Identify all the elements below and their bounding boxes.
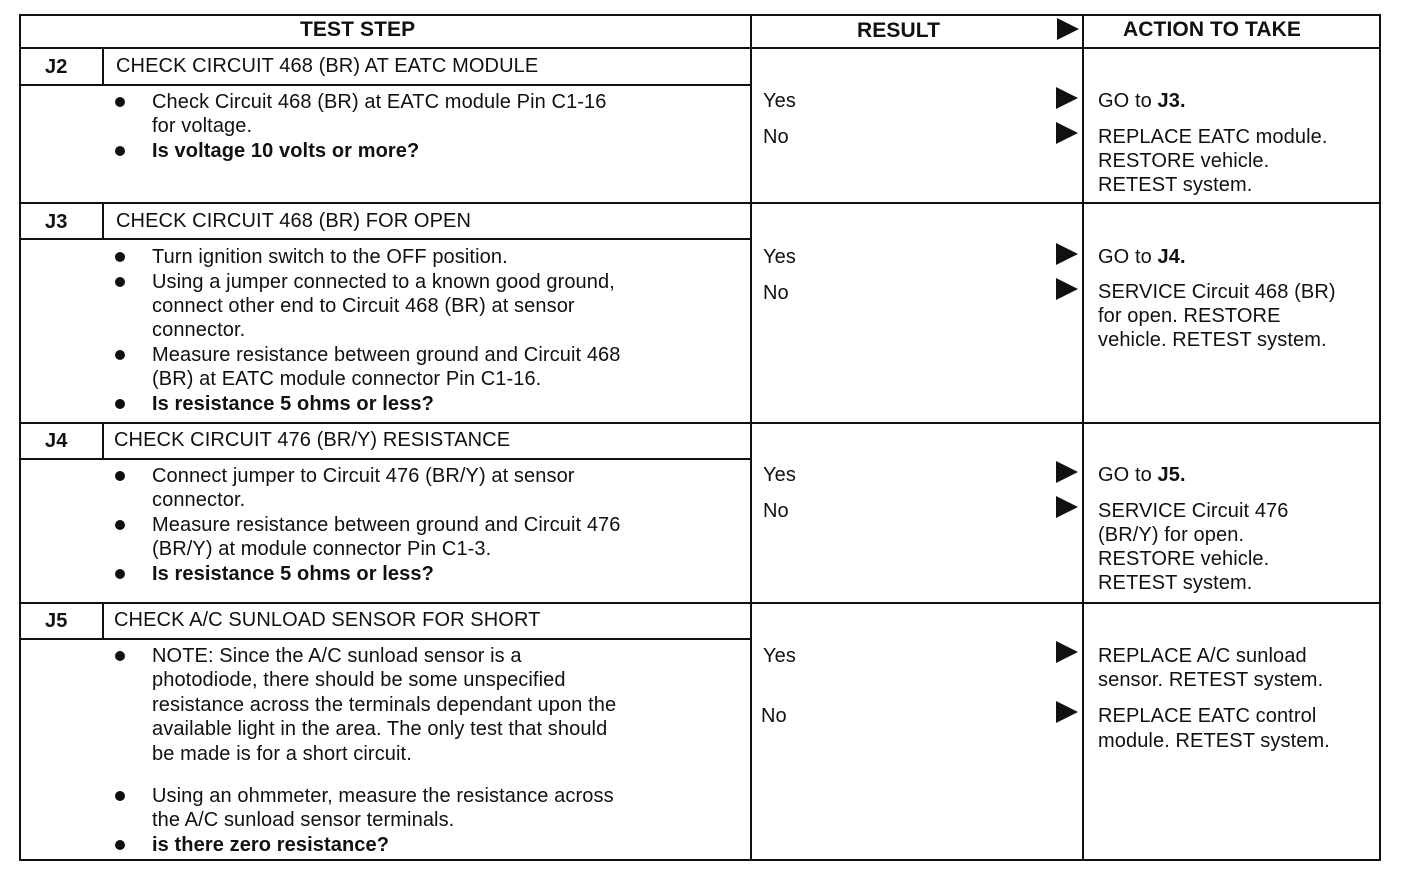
result-yes: Yes xyxy=(763,246,796,268)
bullet-icon xyxy=(115,520,125,530)
step-id: J3 xyxy=(45,211,68,233)
step-id: J5 xyxy=(45,610,68,632)
action-line: RETEST system. xyxy=(1098,572,1253,594)
result-no: No xyxy=(763,500,789,522)
result-no: No xyxy=(763,126,789,148)
result-no: No xyxy=(763,282,789,304)
step-id-divider xyxy=(102,47,104,84)
header-result: RESULT xyxy=(857,19,941,42)
bullet-icon xyxy=(115,277,125,287)
bullet-icon xyxy=(115,252,125,262)
action-goto-text: GO to xyxy=(1098,90,1158,112)
action-goto xyxy=(1098,245,1186,270)
step-id-divider xyxy=(102,202,104,238)
step-id-divider xyxy=(102,602,104,638)
action-line: vehicle. RETEST system. xyxy=(1098,329,1327,351)
arrow-icon xyxy=(1056,496,1078,518)
step-instruction: Connect jumper to Circuit 476 (BR/Y) at sensor xyxy=(152,465,575,487)
action-goto-step: J5. xyxy=(1157,464,1186,486)
step-id: J2 xyxy=(45,56,68,78)
step-instruction: Using a jumper connected to a known good ground, xyxy=(152,271,615,293)
step-instruction: (BR/Y) at module connector Pin C1-3. xyxy=(152,538,492,560)
result-yes: Yes xyxy=(763,90,796,112)
step-title: CHECK CIRCUIT 476 (BR/Y) RESISTANCE xyxy=(114,429,511,451)
action-line: REPLACE EATC control xyxy=(1098,705,1317,727)
step-question: Is resistance 5 ohms or less? xyxy=(152,563,434,585)
action-goto-step: J4. xyxy=(1157,246,1186,268)
arrow-icon xyxy=(1056,278,1078,300)
step-instruction: connector. xyxy=(152,489,246,511)
bullet-icon xyxy=(115,350,125,360)
title-divider xyxy=(19,84,752,86)
bullet-icon xyxy=(115,569,125,579)
step-instruction: Turn ignition switch to the OFF position. xyxy=(152,246,508,268)
action-line: RESTORE vehicle. xyxy=(1098,150,1270,172)
step-instruction: Using an ohmmeter, measure the resistance across xyxy=(152,785,614,807)
action-line: (BR/Y) for open. xyxy=(1098,524,1245,546)
arrow-icon xyxy=(1056,701,1078,723)
arrow-icon xyxy=(1056,461,1078,483)
action-line: REPLACE EATC module. xyxy=(1098,126,1328,148)
action-goto-text: GO to xyxy=(1098,246,1158,268)
action-goto-text: GO to xyxy=(1098,464,1158,486)
bullet-icon xyxy=(115,471,125,481)
header-action: ACTION TO TAKE xyxy=(1123,18,1301,41)
step-instruction: for voltage. xyxy=(152,115,253,137)
step-instruction: Measure resistance between ground and Circuit 468 xyxy=(152,344,621,366)
arrow-icon xyxy=(1056,243,1078,265)
step-id: J4 xyxy=(45,430,68,452)
row-divider xyxy=(19,602,1381,604)
arrow-icon xyxy=(1056,641,1078,663)
bullet-icon xyxy=(115,791,125,801)
action-goto xyxy=(1098,89,1186,114)
action-line: SERVICE Circuit 468 (BR) xyxy=(1098,281,1336,303)
action-line: RESTORE vehicle. xyxy=(1098,548,1270,570)
arrow-icon xyxy=(1056,122,1078,144)
action-line: module. RETEST system. xyxy=(1098,730,1330,752)
step-instruction: photodiode, there should be some unspecified xyxy=(152,669,566,691)
step-id-divider xyxy=(102,422,104,458)
header-test-step: TEST STEP xyxy=(300,18,416,41)
action-line: RETEST system. xyxy=(1098,174,1253,196)
action-line: REPLACE A/C sunload xyxy=(1098,645,1307,667)
step-instruction: resistance across the terminals dependant upon the xyxy=(152,694,617,716)
step-instruction: connector. xyxy=(152,319,246,341)
step-title: CHECK A/C SUNLOAD SENSOR FOR SHORT xyxy=(114,609,541,631)
action-line: SERVICE Circuit 476 xyxy=(1098,500,1289,522)
step-instruction: connect other end to Circuit 468 (BR) at sensor xyxy=(152,295,575,317)
step-question: Is resistance 5 ohms or less? xyxy=(152,393,434,415)
action-goto-step: J3. xyxy=(1157,90,1186,112)
step-instruction: be made is for a short circuit. xyxy=(152,743,412,765)
row-divider xyxy=(19,202,1381,204)
result-yes: Yes xyxy=(763,645,796,667)
step-instruction: Measure resistance between ground and Circuit 476 xyxy=(152,514,621,536)
arrow-icon xyxy=(1056,87,1078,109)
row-divider xyxy=(19,422,1381,424)
bullet-icon xyxy=(115,651,125,661)
step-question: is there zero resistance? xyxy=(152,834,390,856)
bullet-icon xyxy=(115,840,125,850)
header-divider xyxy=(19,47,1381,49)
step-instruction: NOTE: Since the A/C sunload sensor is a xyxy=(152,645,522,667)
column-divider-action xyxy=(1082,14,1084,861)
action-line: for open. RESTORE xyxy=(1098,305,1281,327)
column-divider-result xyxy=(750,14,752,861)
result-no: No xyxy=(761,705,787,727)
title-divider xyxy=(19,458,752,460)
step-title: CHECK CIRCUIT 468 (BR) AT EATC MODULE xyxy=(116,55,539,77)
bullet-icon xyxy=(115,146,125,156)
step-instruction: Check Circuit 468 (BR) at EATC module Pin C1-16 xyxy=(152,91,607,113)
step-instruction: available light in the area. The only test that should xyxy=(152,718,608,740)
step-instruction: the A/C sunload sensor terminals. xyxy=(152,809,455,831)
action-line: sensor. RETEST system. xyxy=(1098,669,1324,691)
action-goto xyxy=(1098,463,1186,488)
title-divider xyxy=(19,238,752,240)
step-question: Is voltage 10 volts or more? xyxy=(152,140,420,162)
title-divider xyxy=(19,638,752,640)
bullet-icon xyxy=(115,97,125,107)
step-instruction: (BR) at EATC module connector Pin C1-16. xyxy=(152,368,542,390)
header-arrow-icon xyxy=(1057,18,1079,40)
result-yes: Yes xyxy=(763,464,796,486)
bullet-icon xyxy=(115,399,125,409)
step-title: CHECK CIRCUIT 468 (BR) FOR OPEN xyxy=(116,210,472,232)
